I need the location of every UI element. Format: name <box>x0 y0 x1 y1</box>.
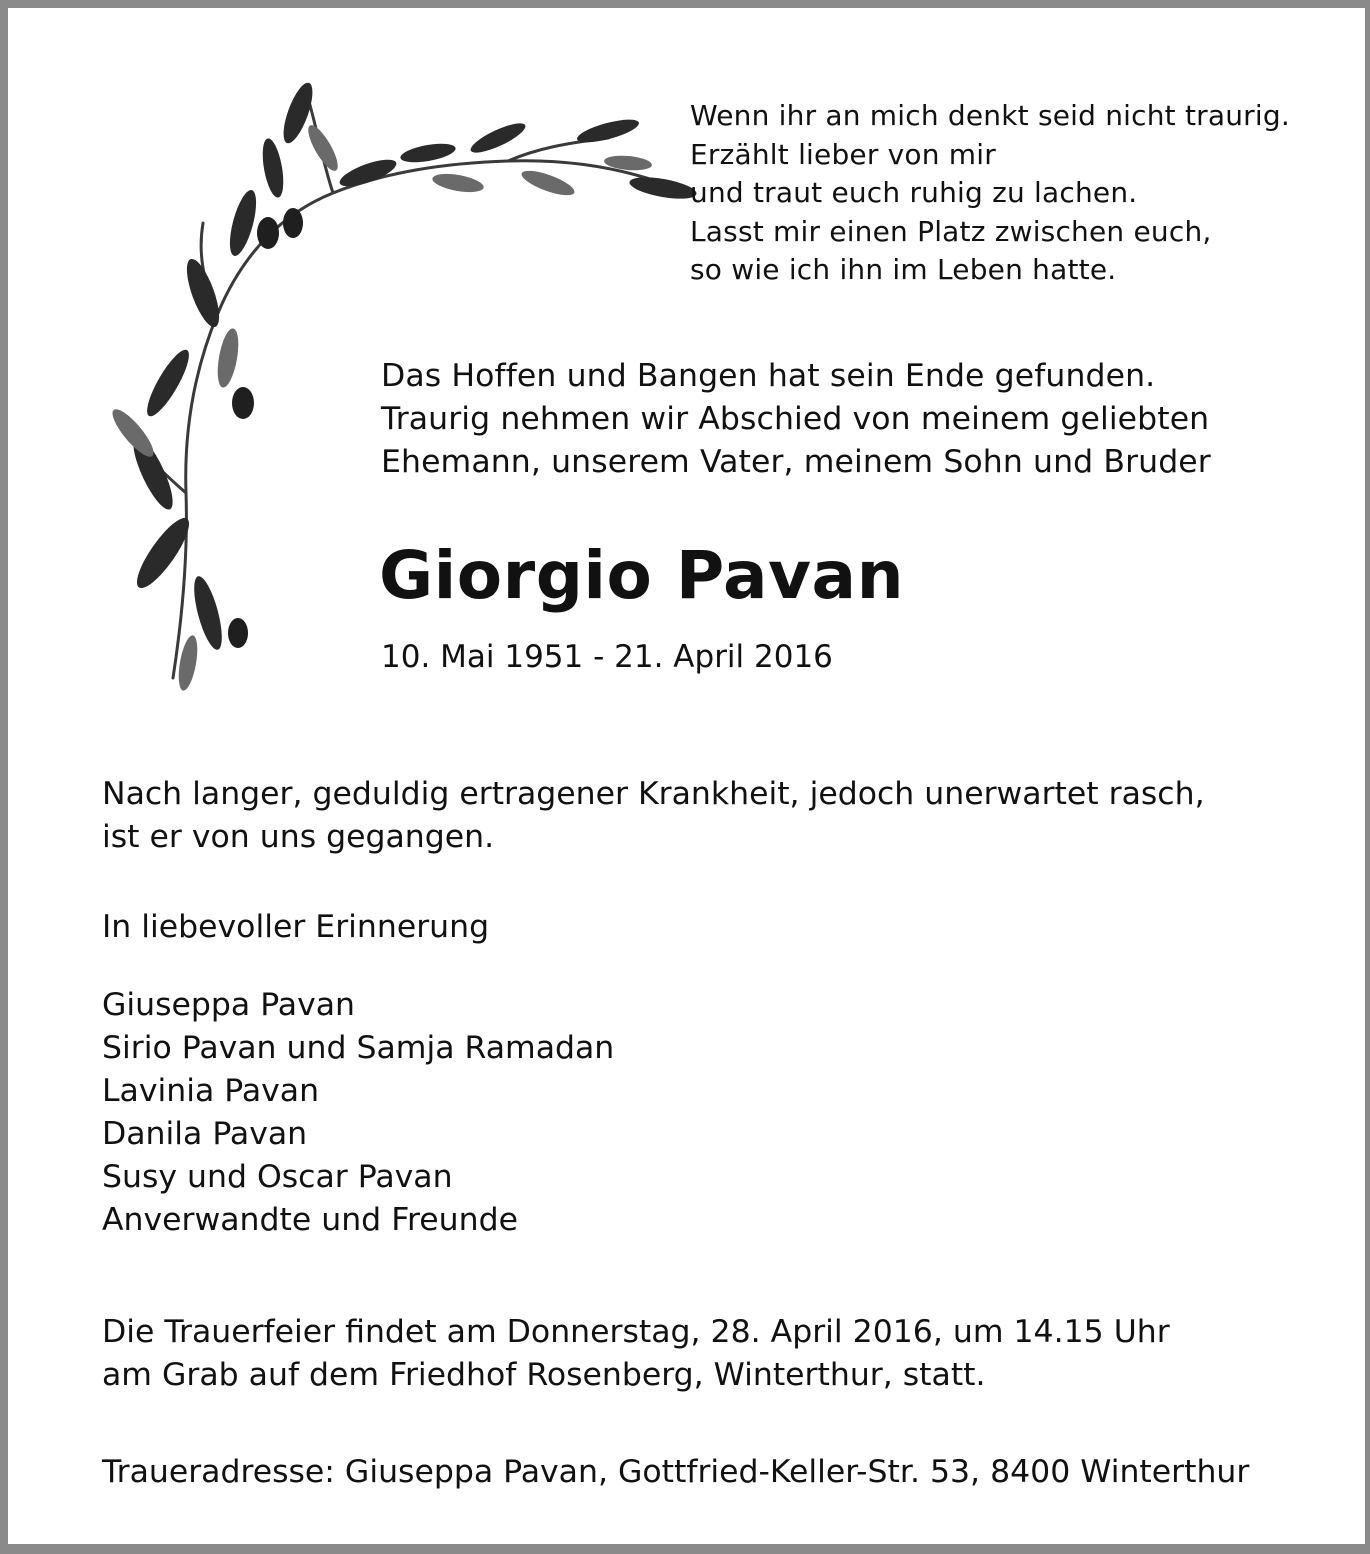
service-line: Die Trauerfeier findet am Donnerstag, 28. April 2016, um 14.15 Uhr <box>102 1314 1170 1350</box>
mourner-item: Danila Pavan <box>102 1116 308 1152</box>
poem-line: Erzählt lieber von mir <box>690 137 996 171</box>
poem-line: und traut euch ruhig zu lachen. <box>690 176 1138 209</box>
service-info <box>102 1311 1170 1397</box>
intro-line: Das Hoffen und Bangen hat sein Ende gefunden. <box>381 358 1156 394</box>
poem-line: Wenn ihr an mich denkt seid nicht traurig. <box>690 99 1290 132</box>
poem-line: Lasst mir einen Platz zwischen euch, <box>690 214 1212 248</box>
intro-text <box>381 355 1211 484</box>
life-dates: 10. Mai 1951 - 21. April 2016 <box>381 639 833 675</box>
poem <box>690 97 1290 290</box>
illness-line: Nach langer, geduldig ertragener Krankheit, jedoch unerwartet rasch, <box>102 776 1205 812</box>
mourner-item: Susy und Oscar Pavan <box>102 1159 453 1195</box>
mourner-item: Giuseppa Pavan <box>102 987 356 1023</box>
illness-line: ist er von uns gegangen. <box>102 819 495 855</box>
poem-line: so wie ich ihn im Leben hatte. <box>690 253 1117 286</box>
mourners-list <box>102 984 614 1242</box>
intro-line: Traurig nehmen wir Abschied von meinem geliebten <box>381 401 1210 437</box>
deceased-name: Giorgio Pavan <box>379 537 905 614</box>
mourner-item: Anverwandte und Freunde <box>102 1202 518 1238</box>
mourning-address: Traueradresse: Giuseppa Pavan, Gottfried-Keller-Str. 53, 8400 Winterthur <box>102 1454 1250 1490</box>
illness-text <box>102 773 1205 859</box>
service-line: am Grab auf dem Friedhof Rosenberg, Winterthur, statt. <box>102 1357 986 1393</box>
intro-line: Ehemann, unserem Vater, meinem Sohn und Bruder <box>381 444 1211 480</box>
memory-heading: In liebevoller Erinnerung <box>102 909 490 945</box>
mourner-item: Sirio Pavan und Samja Ramadan <box>102 1030 615 1066</box>
mourner-item: Lavinia Pavan <box>102 1073 320 1109</box>
